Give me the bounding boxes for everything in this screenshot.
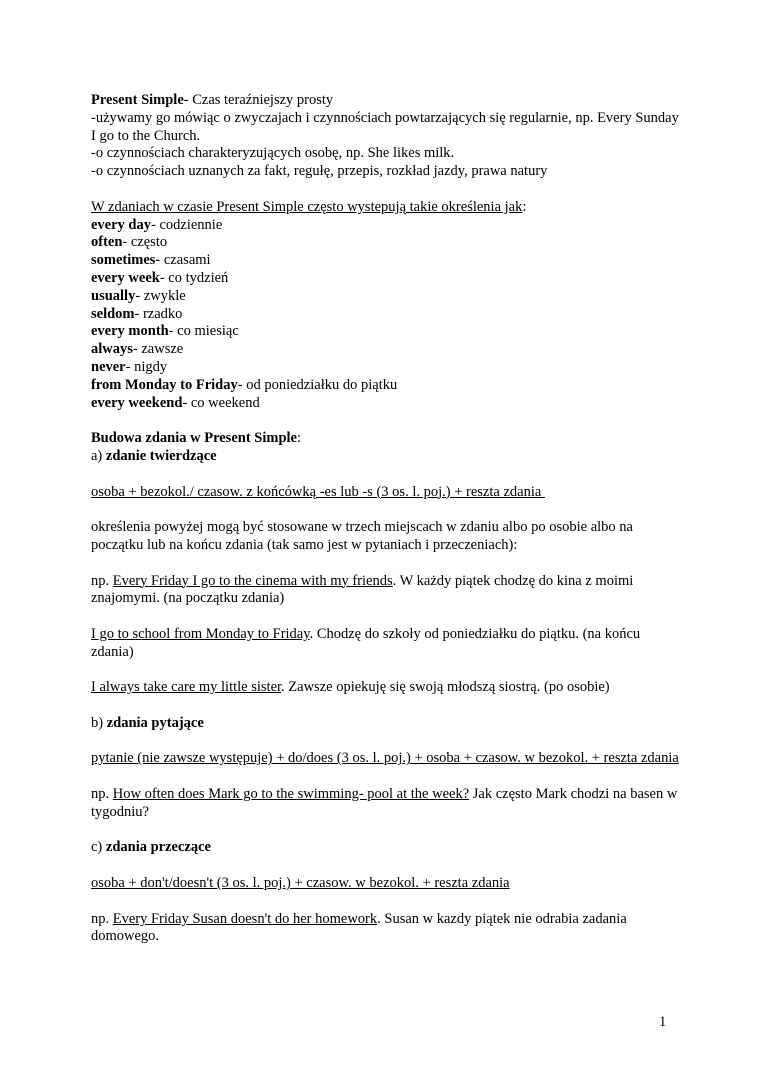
expression-item	[91, 323, 681, 341]
intro-line-1: -używamy go mówiąc o zwyczajach i czynnościach powtarzających się regularnie, np. Every Sunday I go to the Church.	[91, 109, 679, 144]
spacer	[91, 822, 681, 840]
spacer	[91, 662, 681, 680]
interrogative-formula-line	[91, 750, 681, 768]
spacer	[91, 466, 681, 484]
expression-translation: - czasami	[155, 252, 211, 269]
expression-translation: - co tydzień	[159, 269, 229, 286]
negative-label: zdania przeczące	[105, 839, 211, 856]
expressions-heading-line	[91, 199, 681, 217]
expression-translation: - co weekend	[182, 394, 260, 411]
example-polish: Jak często Mark chodzi na basen w tygodniu?	[91, 786, 678, 820]
example-english: Every Friday I go to the cinema with my friends	[112, 572, 393, 589]
expression-translation: - co miesiąc	[168, 323, 239, 340]
example-polish: . Chodzę do szkoły od poniedziałku do piątku. (na końcu zdania)	[91, 625, 641, 660]
expression-term: never	[91, 358, 126, 375]
example-prefix: np.	[91, 786, 113, 803]
example-english: How often does Mark go to the swimming- pool at the week?	[112, 786, 470, 803]
expression-term: usually	[91, 287, 136, 304]
spacer	[91, 181, 681, 199]
negative-example	[91, 911, 681, 947]
expressions-heading-colon: :	[522, 198, 527, 215]
example-prefix: np.	[91, 910, 113, 927]
expression-item	[91, 288, 681, 306]
intro-title: Present Simple	[91, 92, 184, 108]
spacer	[91, 501, 681, 519]
affirmative-example-3	[91, 679, 681, 697]
expression-item	[91, 359, 681, 377]
intro-line-3: -o czynnościach uznanych za fakt, regułę, przepis, rozkład jazdy, prawa natury	[91, 163, 548, 180]
affirmative-formula: osoba + bezokol./ czasow. z końcówką -es lub -s (3 os. l. poj.) + reszta zdania	[91, 483, 545, 500]
expressions-heading: W zdaniach w czasie Present Simple często wystepują takie określenia jak	[91, 198, 523, 215]
spacer	[91, 555, 681, 573]
expression-translation: - często	[122, 234, 168, 251]
structure-heading-line	[91, 430, 681, 448]
expression-item	[91, 234, 681, 252]
expression-term: every month	[91, 323, 169, 340]
expression-term: always	[91, 341, 133, 358]
negative-formula-line	[91, 875, 681, 893]
expression-translation: - nigdy	[125, 358, 168, 375]
interrogative-formula: pytanie (nie zawsze występuje) + do/does (3 os. l. poj.) + osoba + czasow. w bezokol. + reszta zdania	[91, 750, 679, 767]
example-polish: . Susan w kazdy piątek nie odrabia zadania domowego.	[91, 910, 627, 945]
expression-term: every week	[91, 269, 160, 286]
expressions-list	[91, 217, 681, 413]
expression-term: from Monday to Friday	[91, 376, 238, 393]
expression-item	[91, 270, 681, 288]
negative-formula: osoba + don't/doesn't (3 os. l. poj.) + czasow. w bezokol. + reszta zdania	[91, 875, 510, 892]
expression-item	[91, 252, 681, 270]
example-english: I go to school from Monday to Friday	[91, 625, 310, 642]
expression-item	[91, 377, 681, 395]
expression-term: every weekend	[91, 394, 183, 411]
affirmative-marker: a)	[91, 447, 106, 464]
expression-translation: - zwykle	[135, 287, 186, 304]
affirmative-note: określenia powyżej mogą być stosowane w trzech miejscach w zdaniu albo po osobie albo na początku lub na końcu zdania (tak samo jest w pytaniach i przeczeniach):	[91, 519, 633, 553]
example-prefix: np.	[91, 572, 113, 589]
interrogative-label-line	[91, 715, 681, 733]
expression-translation: - zawsze	[132, 341, 184, 358]
expression-term: every day	[91, 216, 151, 233]
expression-item	[91, 306, 681, 324]
affirmative-label-line	[91, 448, 681, 466]
expression-translation: - rzadko	[134, 305, 183, 322]
expression-term: sometimes	[91, 252, 156, 269]
expression-item	[91, 217, 681, 235]
spacer	[91, 857, 681, 875]
spacer	[91, 608, 681, 626]
example-polish: . Zawsze opiekuję się swoją młodszą siostrą. (po osobie)	[281, 679, 610, 696]
spacer	[91, 412, 681, 430]
negative-marker: c)	[91, 839, 106, 856]
spacer	[91, 768, 681, 786]
negative-label-line	[91, 839, 681, 857]
spacer	[91, 733, 681, 751]
spacer	[91, 893, 681, 911]
spacer	[91, 697, 681, 715]
document-page	[91, 92, 681, 946]
structure-heading-colon: :	[296, 430, 302, 447]
structure-heading: Budowa zdania w Present Simple	[91, 430, 297, 447]
example-english: Every Friday Susan doesn't do her homework	[112, 910, 378, 927]
intro-line-2: -o czynnościach charakteryzujących osobę, np. She likes milk.	[91, 145, 455, 162]
interrogative-example	[91, 786, 681, 822]
affirmative-formula-line	[91, 484, 681, 502]
expression-translation: - codziennie	[151, 216, 223, 233]
interrogative-label: zdania pytające	[106, 714, 204, 731]
page-number: 1	[659, 1014, 667, 1030]
expression-term: often	[91, 234, 123, 251]
example-english: I always take care my little sister	[91, 679, 282, 696]
expression-item	[91, 395, 681, 413]
interrogative-marker: b)	[91, 714, 107, 731]
affirmative-example-2	[91, 626, 681, 662]
affirmative-example-1	[91, 573, 681, 609]
intro-title-line	[91, 92, 681, 110]
affirmative-label: zdanie twierdzące	[105, 447, 217, 464]
expression-item	[91, 341, 681, 359]
intro-title-rest: - Czas teraźniejszy prosty	[183, 92, 334, 108]
example-polish: . W każdy piątek chodzę do kina z moimi znajomymi. (na początku zdania)	[91, 572, 634, 607]
expression-term: seldom	[91, 305, 135, 322]
expression-translation: - od poniedziałku do piątku	[237, 376, 398, 393]
